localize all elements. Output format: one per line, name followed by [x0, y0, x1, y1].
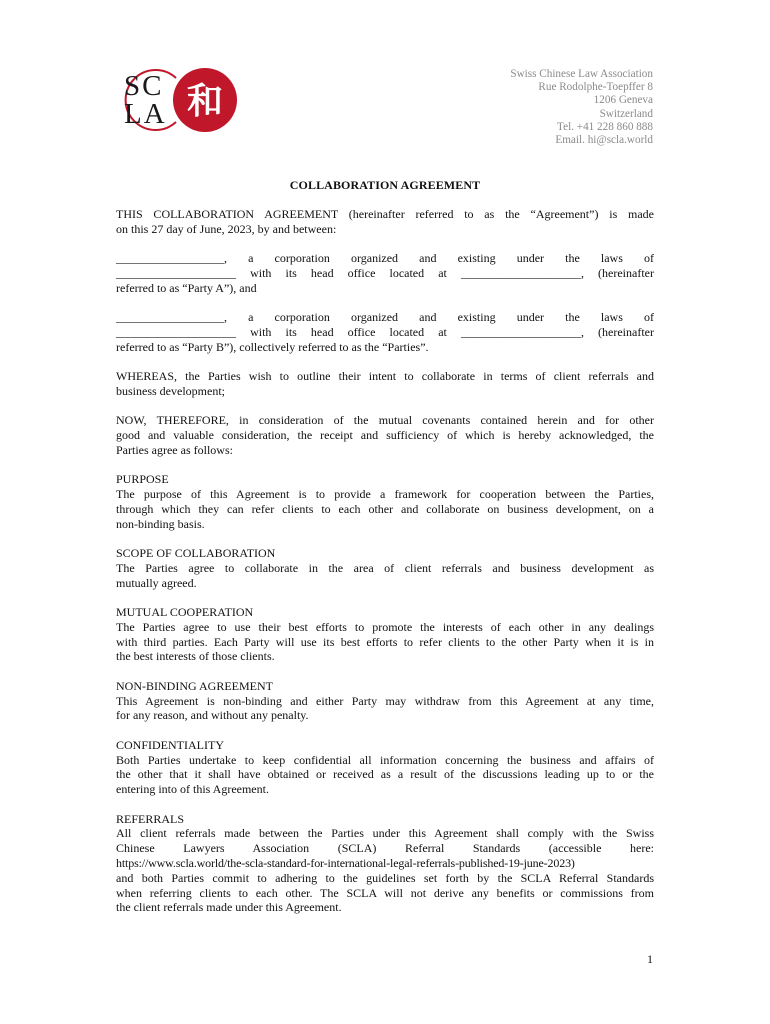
text-line: ____________________ with its head office located at ____________________, (hereinafter: [116, 324, 654, 339]
section-non-binding: [116, 679, 654, 723]
address-email: Email. hi@scla.world: [555, 134, 653, 147]
logo-letters-line2: LA: [124, 98, 167, 130]
text-line: ____________________ with its head office located at ____________________, (hereinafter: [116, 265, 654, 280]
page-number: 1: [647, 952, 653, 966]
address-block: [510, 68, 653, 147]
text-line: the client referrals made under this Agreement.: [116, 900, 342, 915]
section-heading: CONFIDENTIALITY: [116, 737, 224, 752]
section-heading: PURPOSE: [116, 472, 169, 487]
section-purpose: [116, 472, 654, 531]
whereas-paragraph: [116, 369, 654, 399]
text-line: __________________, a corporation organized and existing under the laws of: [116, 310, 654, 325]
text-line: Parties agree as follows:: [116, 442, 233, 457]
section-heading: MUTUAL COOPERATION: [116, 605, 254, 620]
text-line: the best interests of those clients.: [116, 649, 275, 664]
text-line: The Parties agree to collaborate in the area of client referrals and business development as: [116, 560, 654, 575]
seal-glyph: 和: [186, 81, 224, 122]
text-line: All client referrals made between the Parties under this Agreement shall comply with the Swiss: [116, 826, 654, 841]
text-line: with third parties. Each Party will use its best efforts to refer clients to the other Party when it is in: [116, 634, 654, 649]
party-a-paragraph: [116, 251, 654, 295]
text-line: Both Parties undertake to keep confidential all information concerning the business and affairs of: [116, 752, 654, 767]
text-line: Chinese Lawyers Association (SCLA) Referral Standards (accessible here:: [116, 841, 654, 856]
section-heading: SCOPE OF COLLABORATION: [116, 546, 276, 561]
party-b-paragraph: [116, 310, 654, 354]
scla-logo: [116, 68, 240, 132]
text-line: __________________, a corporation organized and existing under the laws of: [116, 251, 654, 266]
address-tel: Tel. +41 228 860 888: [557, 120, 653, 133]
agreement-body: [116, 207, 654, 930]
text-line: WHEREAS, the Parties wish to outline their intent to collaborate in terms of client referrals and: [116, 369, 654, 384]
section-heading: NON-BINDING AGREEMENT: [116, 678, 273, 693]
document-title: COLLABORATION AGREEMENT: [289, 178, 481, 192]
section-confidentiality: [116, 738, 654, 797]
text-line: the other that it shall have obtained or received as a result of the discussions leading up to or the: [116, 767, 654, 782]
address-org: Swiss Chinese Law Association: [510, 68, 653, 80]
address-country: Switzerland: [599, 107, 653, 120]
text-line: The Parties agree to use their best efforts to promote the interests of each other in any dealings: [116, 619, 654, 634]
text-line: through which they can refer clients to each other and collaborate on business development, on a: [116, 501, 654, 516]
address-city: 1206 Geneva: [593, 94, 653, 107]
text-line: entering into of this Agreement.: [116, 782, 269, 797]
text-line: This Agreement is non-binding and either Party may withdraw from this Agreement at any time,: [116, 693, 654, 708]
section-mutual-cooperation: [116, 605, 654, 664]
text-line: THIS COLLABORATION AGREEMENT (hereinafter referred to as the “Agreement”) is made: [116, 207, 654, 221]
logo-letters-line1: SC: [124, 70, 164, 102]
text-line: NOW, THEREFORE, in consideration of the mutual covenants contained herein and for other: [116, 413, 654, 428]
intro-paragraph: [116, 207, 654, 237]
text-line: non-binding basis.: [116, 516, 205, 531]
text-line: on this 27 day of June, 2023, by and between:: [116, 221, 337, 236]
now-therefore-paragraph: [116, 413, 654, 457]
section-heading: REFERRALS: [116, 811, 185, 826]
text-line: The purpose of this Agreement is to provide a framework for cooperation between the Parties,: [116, 487, 654, 502]
text-line: good and valuable consideration, the receipt and sufficiency of which is hereby acknowledged, the: [116, 428, 654, 443]
text-line: business development;: [116, 383, 225, 398]
text-line: and both Parties commit to adhering to the guidelines set forth by the SCLA Referral Standards: [116, 870, 654, 885]
text-line: mutually agreed.: [116, 575, 197, 590]
logo-letters: [116, 68, 176, 128]
text-line: when referring clients to each other. The SCLA will not derive any benefits or commissions from: [116, 885, 654, 900]
seal-icon: [172, 67, 238, 133]
text-line: for any reason, and without any penalty.: [116, 708, 309, 723]
referral-url-line: https://www.scla.world/the-scla-standard-for-international-legal-referrals-published-19-june-2023): [116, 856, 575, 871]
text-line: referred to as “Party A”), and: [116, 280, 257, 295]
section-scope: [116, 546, 654, 590]
section-referrals: [116, 812, 654, 916]
address-street: Rue Rodolphe-Toepffer 8: [538, 81, 653, 94]
text-line: referred to as “Party B”), collectively referred to as the “Parties”.: [116, 339, 429, 354]
